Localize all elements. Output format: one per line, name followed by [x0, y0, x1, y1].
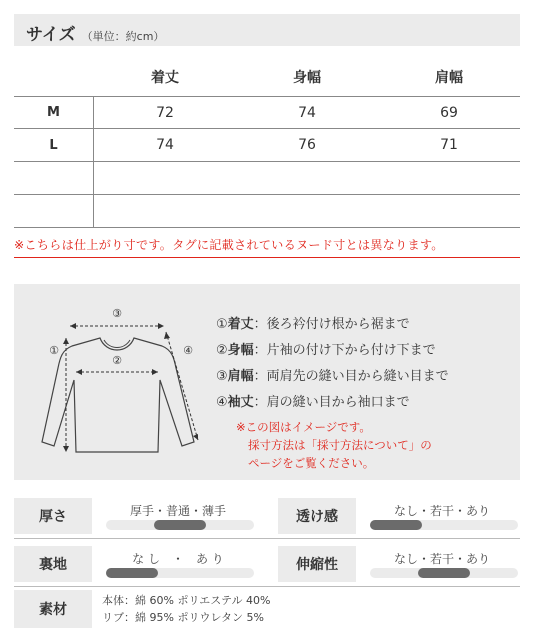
table-header-row — [14, 58, 520, 96]
row-label — [14, 162, 94, 194]
guide-item-width — [216, 338, 449, 364]
guide-description: ：後ろ衿付け根から裾まで — [253, 317, 410, 332]
lining-scale — [98, 546, 258, 582]
sheerness-scale — [362, 498, 522, 534]
guide-term: 袖丈 — [227, 395, 254, 410]
thickness-track — [106, 520, 254, 530]
row-label: M — [14, 97, 94, 128]
diagram-note-line: ※この図はイメージです。 — [236, 420, 371, 434]
table-row — [14, 162, 520, 195]
thickness-indicator — [154, 520, 206, 530]
marker-4: ④ — [183, 344, 193, 357]
unit-label: （単位：約cm） — [81, 30, 165, 43]
guide-description: ：肩の縫い目から袖口まで — [253, 395, 410, 410]
guide-item-length — [216, 312, 449, 338]
sheerness-label: 透け感 — [278, 498, 356, 534]
sleeve-arrow — [166, 332, 198, 440]
material-line: リブ：綿 95% ポリウレタン 5% — [102, 611, 264, 624]
measurement-guide — [14, 284, 520, 480]
guide-list — [216, 312, 449, 416]
marker-2: ② — [112, 354, 122, 367]
table-cell: 76 — [298, 137, 316, 153]
guide-term: 身幅 — [227, 343, 254, 358]
guide-description: ：片袖の付け下から付け下まで — [253, 343, 436, 358]
column-header: 肩幅 — [435, 70, 463, 86]
lining-track — [106, 568, 254, 578]
guide-number: ③ — [216, 369, 228, 384]
row-label — [14, 195, 94, 227]
spec-row-lining-stretch — [14, 546, 520, 582]
diagram-note — [236, 418, 432, 472]
neckline — [104, 340, 130, 348]
garment-diagram — [32, 302, 202, 464]
marker-1: ① — [49, 344, 59, 357]
sheerness-track — [370, 520, 518, 530]
table-row — [14, 96, 520, 129]
stretch-indicator — [418, 568, 470, 578]
table-cell: 74 — [298, 104, 316, 121]
diagram-note-line: ページをご覧ください。 — [248, 456, 375, 470]
size-header — [14, 14, 520, 46]
table-cell: 71 — [440, 137, 458, 153]
material-line: 本体：綿 60% ポリエステル 40% — [102, 594, 271, 607]
table-cell: 69 — [440, 104, 458, 121]
diagram-note-line: 採寸方法は「採寸方法について」の — [248, 438, 432, 452]
row-label: L — [14, 129, 94, 161]
thickness-scale — [98, 498, 258, 534]
lining-indicator — [106, 568, 158, 578]
table-cell: 72 — [156, 104, 174, 121]
stretch-track — [370, 568, 518, 578]
stretch-scale — [362, 546, 522, 582]
marker-3: ③ — [112, 307, 122, 320]
guide-term: 肩幅 — [227, 369, 254, 384]
table-corner — [14, 58, 94, 96]
guide-item-sleeve — [216, 390, 449, 416]
table-row — [14, 195, 520, 228]
divider — [14, 586, 520, 587]
divider — [14, 538, 520, 539]
spec-row-thickness-sheerness — [14, 498, 520, 534]
guide-number: ① — [216, 317, 228, 332]
sheerness-options: なし・若干・あり — [393, 504, 490, 518]
guide-description: ：両肩先の縫い目から縫い目まで — [253, 369, 449, 384]
column-header: 身幅 — [293, 70, 321, 86]
lining-label: 裏地 — [14, 546, 92, 582]
lining-options: な し ・ あ り — [132, 552, 224, 566]
sheerness-indicator — [370, 520, 422, 530]
size-table — [14, 58, 520, 228]
finished-size-note: ※こちらは仕上がり寸です。タグに記載されているヌード寸とは異なります。 — [14, 236, 520, 258]
thickness-label: 厚さ — [14, 498, 92, 534]
material-composition — [102, 592, 270, 626]
column-header: 着丈 — [151, 70, 179, 86]
stretch-label: 伸縮性 — [278, 546, 356, 582]
guide-number: ④ — [216, 395, 228, 410]
guide-term: 着丈 — [227, 317, 254, 332]
thickness-options: 厚手・普通・薄手 — [129, 504, 226, 518]
table-row — [14, 129, 520, 162]
guide-number: ② — [216, 343, 228, 358]
stretch-options: なし・若干・あり — [393, 552, 490, 566]
page-title: サイズ — [26, 25, 76, 45]
table-cell: 74 — [156, 137, 174, 153]
material-label: 素材 — [14, 590, 92, 628]
guide-item-shoulder — [216, 364, 449, 390]
